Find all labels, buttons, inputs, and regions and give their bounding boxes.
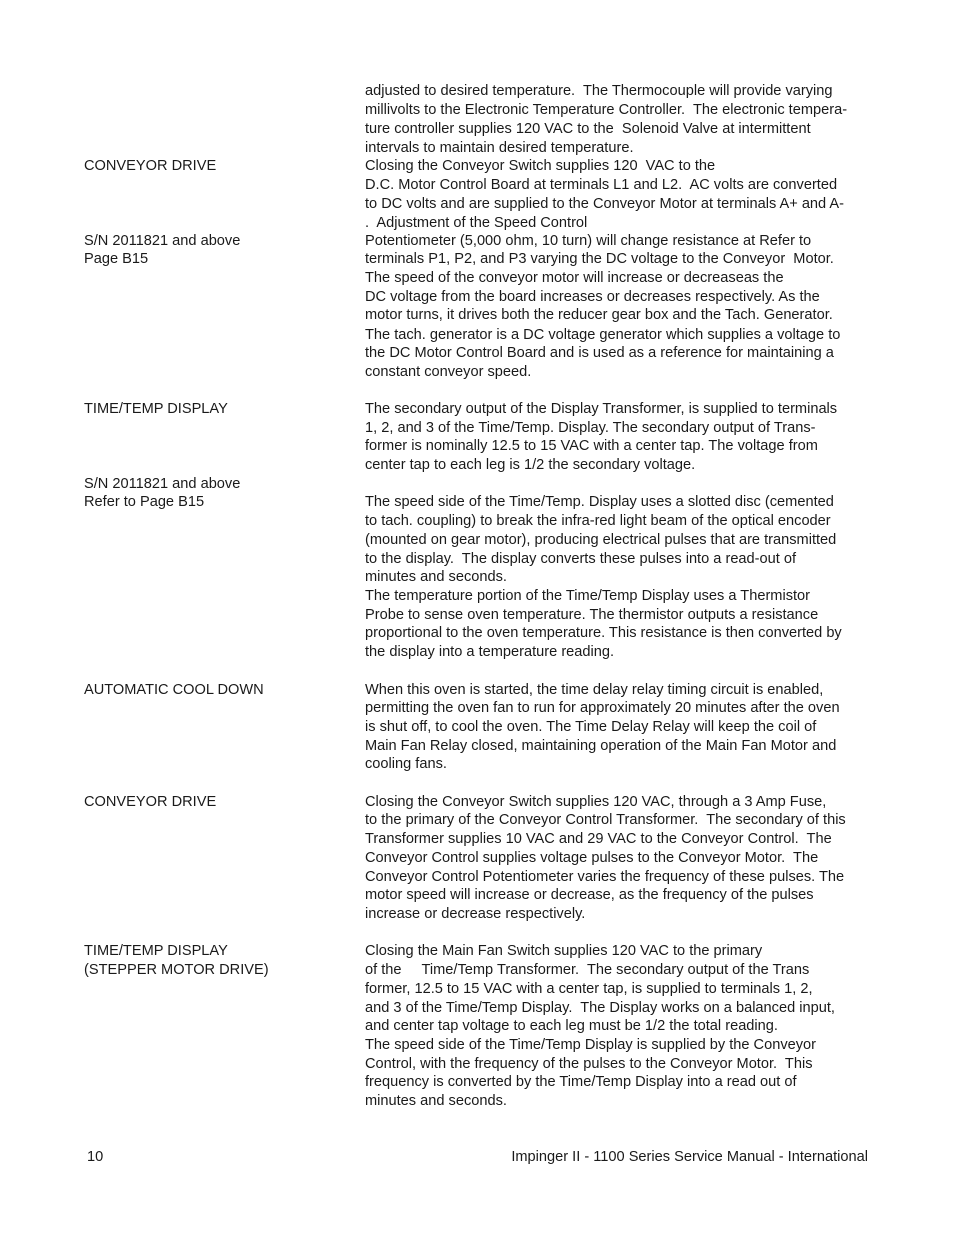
body-line: to tach. coupling) to break the infra-red light beam of the optical encoder	[365, 513, 831, 529]
body-line: The secondary output of the Display Transformer, is supplied to terminals	[365, 401, 838, 417]
body-line: minutes and seconds.	[365, 1093, 507, 1109]
body-line: former, 12.5 to 15 VAC with a center tap, is supplied to terminals 1, 2,	[365, 981, 813, 997]
body-line: ture controller supplies 120 VAC to the Solenoid Valve at intermittent	[365, 121, 811, 137]
body-line: minutes and seconds.	[365, 569, 507, 585]
body-line: to the primary of the Conveyor Control Transformer. The secondary of this	[365, 812, 846, 828]
body-line: D.C. Motor Control Board at terminals L1 and L2. AC volts are converted	[365, 177, 838, 193]
body-line: When this oven is started, the time delay relay timing circuit is enabled,	[365, 682, 824, 698]
body-line: constant conveyor speed.	[365, 364, 532, 380]
section-label: (STEPPER MOTOR DRIVE)	[84, 962, 269, 978]
body-line: cooling fans.	[365, 756, 447, 772]
body-line: increase or decrease respectively.	[365, 906, 586, 922]
body-line: Closing the Conveyor Switch supplies 120 VAC to the	[365, 158, 716, 174]
body-line: of the Time/Temp Transformer. The secondary output of the Trans	[365, 962, 810, 978]
body-line: permitting the oven fan to run for approximately 20 minutes after the oven	[365, 700, 840, 716]
body-line: The tach. generator is a DC voltage generator which supplies a voltage to	[365, 327, 841, 343]
body-line: frequency is converted by the Time/Temp Display into a read out of	[365, 1074, 797, 1090]
section-label: S/N 2011821 and above	[84, 476, 241, 492]
body-line: proportional to the oven temperature. This resistance is then converted by	[365, 625, 842, 641]
body-line: The speed side of the Time/Temp. Display uses a slotted disc (cemented	[365, 494, 834, 510]
body-line: DC voltage from the board increases or decreases respectively. As the	[365, 289, 820, 305]
section-label: CONVEYOR DRIVE	[84, 794, 217, 810]
body-line: is shut off, to cool the oven. The Time Delay Relay will keep the coil of	[365, 719, 817, 735]
body-line: the display into a temperature reading.	[365, 644, 615, 660]
section-label: S/N 2011821 and above	[84, 233, 241, 249]
body-line: motor speed will increase or decrease, as the frequency of the pulses	[365, 887, 814, 903]
body-line: (mounted on gear motor), producing electrical pulses that are transmitted	[365, 532, 837, 548]
body-line: The speed of the conveyor motor will increase or decreaseas the	[365, 270, 784, 286]
body-line: Transformer supplies 10 VAC and 29 VAC to the Conveyor Control. The	[365, 831, 832, 847]
body-line: Control, with the frequency of the pulses to the Conveyor Motor. This	[365, 1056, 813, 1072]
body-line: intervals to maintain desired temperature.	[365, 140, 634, 156]
body-line: terminals P1, P2, and P3 varying the DC voltage to the Conveyor Motor.	[365, 251, 834, 267]
body-line: Closing the Main Fan Switch supplies 120 VAC to the primary	[365, 943, 763, 959]
body-line: Probe to sense oven temperature. The thermistor outputs a resistance	[365, 607, 819, 623]
body-line: motor turns, it drives both the reducer gear box and the Tach. Generator.	[365, 307, 833, 323]
section-label: Refer to Page B15	[84, 494, 205, 510]
body-line: . Adjustment of the Speed Control	[365, 215, 588, 231]
body-line: and center tap voltage to each leg must be 1/2 the total reading.	[365, 1018, 778, 1034]
body-line: center tap to each leg is 1/2 the secondary voltage.	[365, 457, 696, 473]
body-line: former is nominally 12.5 to 15 VAC with a center tap. The voltage from	[365, 438, 818, 454]
page-number: 10	[87, 1149, 104, 1165]
body-line: The temperature portion of the Time/Temp Display uses a Thermistor	[365, 588, 811, 604]
section-label: AUTOMATIC COOL DOWN	[84, 682, 264, 698]
body-line: Closing the Conveyor Switch supplies 120 VAC, through a 3 Amp Fuse,	[365, 794, 827, 810]
body-line: to DC volts and are supplied to the Conveyor Motor at terminals A+ and A-	[365, 196, 845, 212]
body-line: to the display. The display converts these pulses into a read-out of	[365, 551, 797, 567]
body-line: Potentiometer (5,000 ohm, 10 turn) will change resistance at Refer to	[365, 233, 812, 249]
section-label: CONVEYOR DRIVE	[84, 158, 217, 174]
manual-title: Impinger II - 1100 Series Service Manual - International	[511, 1149, 868, 1165]
body-line: 1, 2, and 3 of the Time/Temp. Display. The secondary output of Trans-	[365, 420, 816, 436]
section-label: Page B15	[84, 251, 149, 267]
section-label: TIME/TEMP DISPLAY	[84, 401, 228, 417]
body-line: adjusted to desired temperature. The Thermocouple will provide varying	[365, 83, 833, 99]
body-line: the DC Motor Control Board and is used as a reference for maintaining a	[365, 345, 834, 361]
body-line: Main Fan Relay closed, maintaining operation of the Main Fan Motor and	[365, 738, 837, 754]
body-line: millivolts to the Electronic Temperature Controller. The electronic tempera-	[365, 102, 848, 118]
body-line: Conveyor Control supplies voltage pulses to the Conveyor Motor. The	[365, 850, 819, 866]
body-line: The speed side of the Time/Temp Display is supplied by the Conveyor	[365, 1037, 817, 1053]
body-line: and 3 of the Time/Temp Display. The Display works on a balanced input,	[365, 1000, 835, 1016]
section-label: TIME/TEMP DISPLAY	[84, 943, 228, 959]
body-line: Conveyor Control Potentiometer varies the frequency of these pulses. The	[365, 869, 845, 885]
